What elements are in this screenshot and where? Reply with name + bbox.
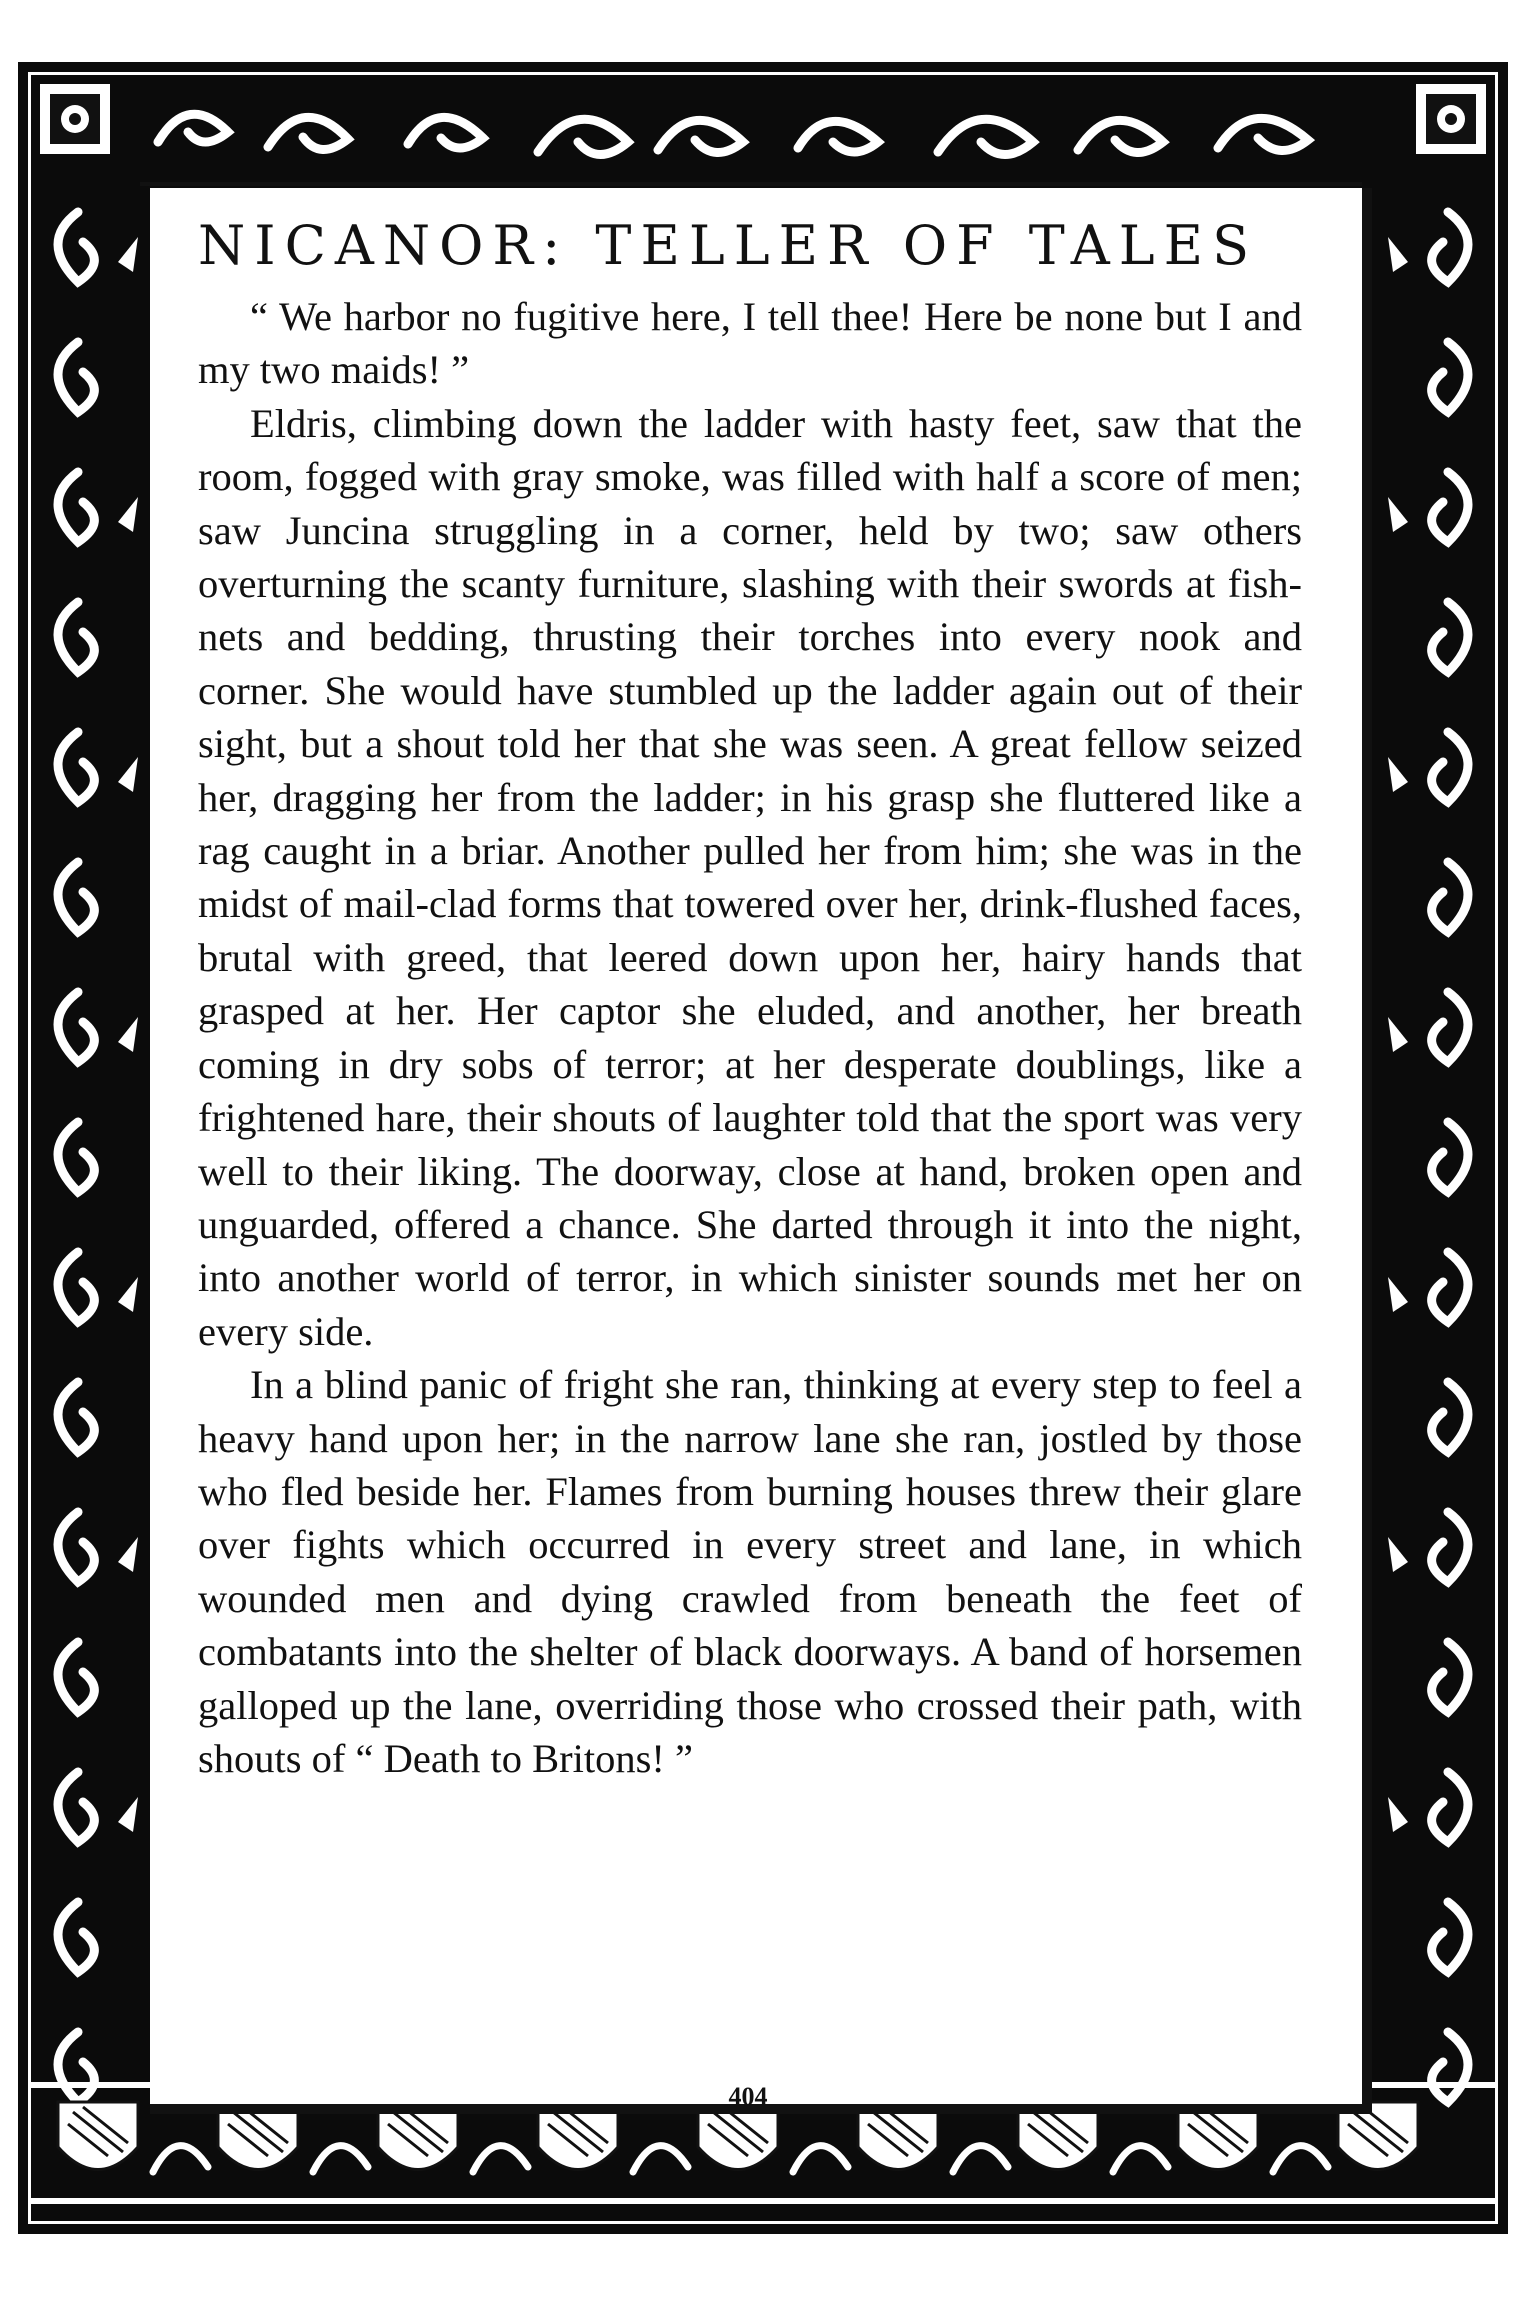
body-text (198, 290, 1302, 1785)
top-scroll-band (158, 114, 1308, 154)
paragraph-3: In a blind panic of fright she ran, thinking at every step to feel a heavy hand upon her; in the narrow lane she ran, jostled by those who fled beside her. Flames from burning houses threw their glare over fights which occurred in every street and lane, in which wounded men and dying crawled from beneath the feet of combatants into the shelter of black doorways. A band of horsemen galloped up the lane, overriding those who crossed their path, with shouts of “ Death to Britons! ” (198, 1362, 1302, 1781)
running-head: NICANOR: TELLER OF TALES (198, 214, 1259, 277)
right-leaf-accents (1388, 237, 1408, 1832)
paragraph-2: Eldris, climbing down the ladder with hasty feet, saw that the room, fogged with gray smoke, was filled with half a score of men; saw Juncina struggling in a corner, held by two; saw others overturning the scanty furniture, slashing with their swords at fish-nets and bedding, thrusting their torches into every nook and corner. She would have stumbled up the ladder again out of their sight, but a shout told her that she was seen. A great fellow seized her, dragging her from the ladder; in his grasp she fluttered like a rag caught in a briar. Another pulled her from him; she was in the midst of mail-clad forms that towered over her, drink-flushed faces, brutal with greed, that leered down upon her, hairy hands that grasped at her. Her captor she eluded, and another, her breath coming in dry sobs of terror; at her desperate doublings, like a frightened hare, their shouts of laughter told that the sport was very well to their liking. The doorway, close at hand, broken open and unguarded, offered a chance. She darted through it into the night, into another world of terror, in which sinister sounds met her on every side. (198, 400, 1302, 1354)
left-scroll-column (58, 212, 94, 2102)
paragraph-1: “ We harbor no fugitive here, I tell thee! Here be none but I and my two maids! ” (198, 294, 1302, 393)
page-number: 404 (728, 2082, 768, 2111)
left-leaf-accents (118, 237, 138, 1832)
right-scroll-column (1432, 212, 1468, 2102)
